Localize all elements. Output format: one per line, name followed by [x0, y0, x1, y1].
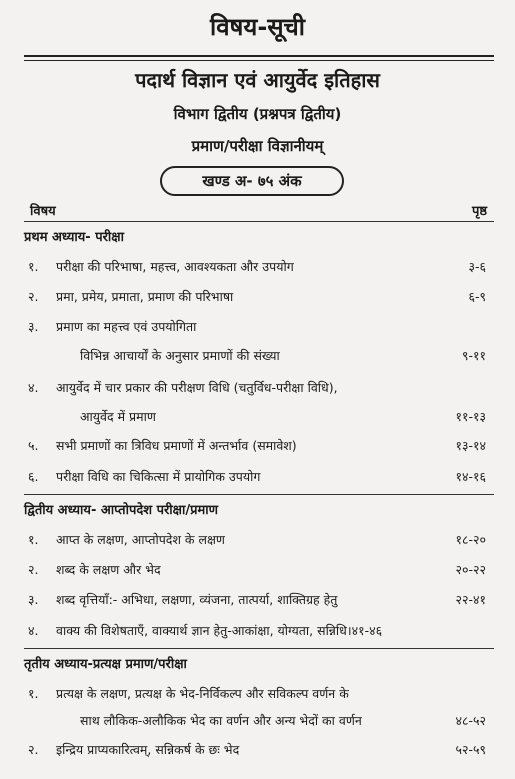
page-title: विषय-सूची [210, 13, 305, 41]
toc-text: परीक्षा विधि का चिकित्सा में प्रायोगिक उपयोग [56, 469, 261, 484]
toc-row [24, 685, 494, 707]
toc-page: ३-६ [468, 259, 486, 274]
title-rule-thin [24, 60, 494, 61]
toc-text: आयुर्वेद में चार प्रकार की परीक्षण विधि (चतुर्विध-परीक्षा विधि), [56, 380, 338, 395]
toc-text: आप्त के लक्षण, आप्तोपदेश के लक्षण [56, 532, 225, 547]
toc-text: परीक्षा की परिभाषा, महत्त्व, आवश्यकता और उपयोग [56, 259, 294, 274]
toc-text: शब्द वृत्तियाँ:- अभिधा, लक्षणा, व्यंजना, तात्पर्या, शाक्तिग्रह हेतु [56, 592, 338, 607]
toc-page: २०-२२ [455, 562, 486, 577]
toc-number: १. [28, 532, 39, 547]
chapter-heading: तृतीय अध्याय-प्रत्यक्ष प्रमाण/परीक्षा [24, 657, 187, 672]
toc-page: २२-४१ [455, 592, 486, 607]
toc-number: ४. [28, 623, 39, 638]
column-header-page: पृष्ठ [471, 204, 487, 219]
topic-title: प्रमाण/परीक्षा विज्ञानीयम् [191, 137, 324, 155]
toc-row [24, 347, 494, 369]
column-header-subject: विषय [30, 204, 56, 219]
toc-text: वाक्य की विशेषताएँ, वाक्यार्थ ज्ञान हेतु-आकांक्षा, योग्यता, सन्निधि।४१-४६ [56, 623, 383, 638]
toc-text: शब्द के लक्षण और भेद [56, 562, 161, 577]
chapter-heading: प्रथम अध्याय- परीक्षा [24, 230, 124, 245]
toc-row [24, 379, 494, 401]
toc-page: ४८-५२ [455, 713, 486, 728]
section-badge: खण्ड अ- ७५ अंक [160, 166, 344, 196]
toc-row [24, 437, 494, 459]
toc-number: ५. [28, 438, 39, 453]
toc-row [24, 712, 494, 734]
toc-number: १. [28, 686, 39, 701]
toc-number: ६. [28, 469, 39, 484]
toc-page: ९-११ [461, 348, 486, 363]
toc-text: साथ लौकिक-अलौकिक भेद का वर्णन और अन्य भेदों का वर्णन [80, 713, 362, 728]
toc-number: ३. [28, 592, 39, 607]
toc-row [24, 531, 494, 553]
divider [24, 648, 494, 649]
toc-row [24, 288, 494, 310]
toc-number: २. [28, 562, 39, 577]
toc-text: प्रमा, प्रमेय, प्रमाता, प्रमाण की परिभाषा [56, 289, 234, 304]
toc-number: २. [28, 742, 39, 757]
toc-row [24, 258, 494, 280]
title-rule [24, 55, 494, 57]
division-title: विभाग द्वितीय (प्रश्नपत्र द्वितीय) [173, 105, 342, 123]
toc-text: आयुर्वेद में प्रमाण [80, 409, 156, 424]
chapter-heading: द्वितीय अध्याय- आप्तोपदेश परीक्षा/प्रमाण [24, 503, 219, 518]
toc-number: ३. [28, 319, 39, 334]
toc-number: ४. [28, 380, 39, 395]
toc-page: १८-२० [455, 532, 486, 547]
toc-row [24, 591, 494, 613]
toc-text: प्रमाण का महत्त्व एवं उपयोगिता [56, 319, 197, 334]
toc-row [24, 561, 494, 583]
toc-page: ५२-५९ [455, 742, 486, 757]
toc-row [24, 318, 494, 340]
toc-row [24, 468, 494, 490]
toc-text: सभी प्रमाणों का त्रिविध प्रमाणों में अन्तर्भाव (समावेश) [56, 438, 297, 453]
toc-page: ११-१३ [455, 409, 486, 424]
toc-page: १३-१४ [455, 438, 486, 453]
toc-text: प्रत्यक्ष के लक्षण, प्रत्यक्ष के भेद-निर्विकल्प और सविकल्प वर्णन के [56, 686, 349, 701]
divider [24, 221, 494, 222]
toc-page: १४-१६ [455, 469, 486, 484]
toc-number: १. [28, 259, 39, 274]
toc-row [24, 622, 494, 644]
toc-row [24, 408, 494, 430]
toc-text: इन्द्रिय प्राप्यकारित्वम्, सन्निकर्ष के छः भेद [56, 742, 240, 757]
toc-row [24, 741, 494, 763]
toc-text: विभिन्न आचार्यों के अनुसार प्रमाणों की संख्या [80, 348, 280, 363]
divider [24, 494, 494, 495]
toc-page: ६-९ [468, 289, 486, 304]
toc-number: २. [28, 289, 39, 304]
subject-title: पदार्थ विज्ञान एवं आयुर्वेद इतिहास [135, 68, 380, 92]
